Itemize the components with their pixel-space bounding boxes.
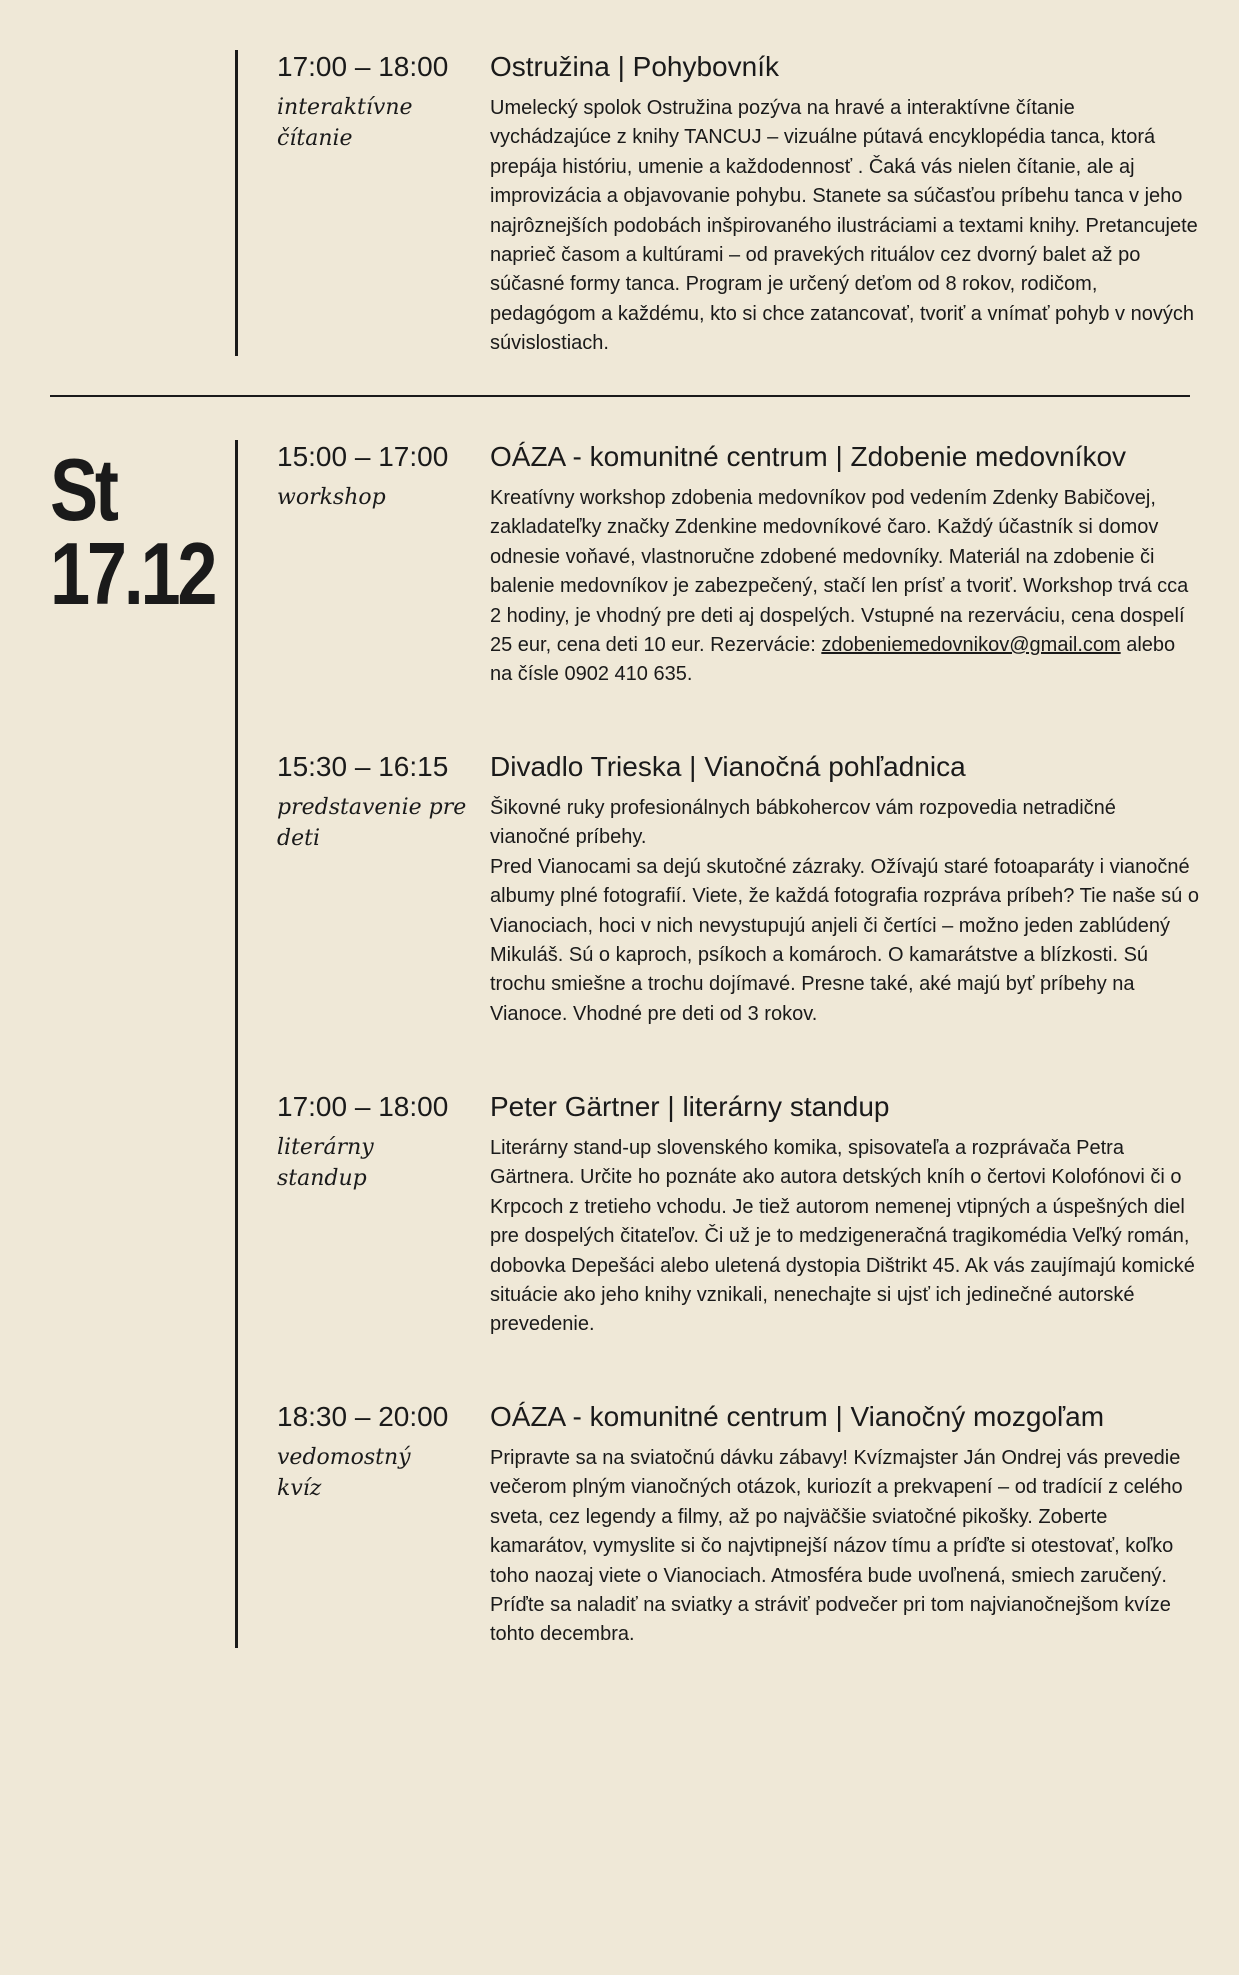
timeline-line-previous	[235, 50, 238, 356]
reservation-suffix: alebo na čísle 0902 410 635.	[490, 634, 1176, 686]
event-time: 15:00 – 17:00	[277, 441, 449, 472]
day-weekday: St	[50, 440, 116, 539]
event-type: workshop	[277, 485, 386, 510]
event-title: Peter Gärtner | literárny standup	[490, 1091, 890, 1122]
event-title: OÁZA - komunitné centrum | Zdobenie medovníkov	[490, 441, 1127, 472]
event-time: 18:30 – 20:00	[277, 1401, 449, 1432]
event-type: vedomostný kvíz	[277, 1445, 411, 1501]
event-type: interaktívne čítanie	[277, 95, 413, 151]
event-title: OÁZA - komunitné centrum | Vianočný mozgoľam	[490, 1401, 1105, 1432]
event-description	[490, 484, 1200, 690]
event-description: Literárny stand-up slovenského komika, spisovateľa a rozprávača Petra Gärtnera. Určite ho poznáte ako autora detských kníh o čertovi Kolofónovi či o Krpcoch z tretieho vchodu. Je tiež autorom nemenej vtipných a úspešných diel pre dospelých čitateľov. Či už je to medzigeneračná tragikomédia Veľký román, dobovka Depešáci alebo uletená dystopia Dištrikt 45. Ak vás zaujímajú komické situácie ako jeho knihy vznikali, nenechajte si ujsť ich jedinečné autorské prevedenie.	[490, 1137, 1195, 1336]
event-title: Divadlo Trieska | Vianočná pohľadnica	[490, 751, 966, 782]
event-zdobenie-medovnikov	[277, 440, 1197, 720]
reservation-prefix: Rezervácie:	[710, 634, 822, 657]
event-time: 17:00 – 18:00	[277, 1091, 449, 1122]
event-type: predstavenie pre deti	[277, 795, 467, 851]
event-vianocny-mozgolam	[277, 1400, 1197, 1650]
event-vianocna-pohladnica	[277, 750, 1197, 1060]
day-date: 17.12	[50, 524, 215, 623]
day-divider	[50, 395, 1190, 397]
reservation-email-link[interactable]: zdobeniemedovnikov@gmail.com	[821, 634, 1121, 657]
event-ostruzina	[277, 50, 1197, 360]
event-time: 17:00 – 18:00	[277, 51, 449, 82]
event-description: Šikovné ruky profesionálnych bábkohercov vám rozpovedia netradičné vianočné príbehy. Pred Vianocami sa dejú skutočné zázraky. Ožívajú staré fotoaparáty i vianočné albumy plné fotografií. Viete, že každá fotografia rozpráva príbeh? Tie naše sú o Vianociach, hoci v nich nevystupujú anjeli či čertíci – možno jeden zablúdený Mikuláš. Sú o kaproch, psíkoch a komároch. O kamarátstve a blízkosti. Sú trochu smiešne a trochu dojímavé. Presne také, aké majú byť príbehy na Vianoce. Vhodné pre deti od 3 rokov.	[490, 797, 1199, 1025]
event-time: 15:30 – 16:15	[277, 751, 449, 782]
event-description: Pripravte sa na sviatočnú dávku zábavy! Kvízmajster Ján Ondrej vás prevedie večerom plným vianočných otázok, kuriozít a prekvapení – od tradícií z celého sveta, cez legendy a filmy, až po najväčšie sviatočné pikošky. Zoberte kamarátov, vymyslite si čo najvtipnejší názov tímu a príďte si otestovať, koľko toho naozaj viete o Vianociach. Atmosféra bude uvoľnená, smiech zaručený. Príďte sa naladiť na sviatky a stráviť podvečer pri tom najvianočnejšom kvíze tohto decembra.	[490, 1447, 1183, 1646]
event-description-text: Kreatívny workshop zdobenia medovníkov pod vedením Zdenky Babičovej, zakladateľky značky Zdenkine medovníkové čaro. Každý účastník si domov odnesie voňavé, vlastnoručne zdobené medovníky. Materiál na zdobenie či balenie medovníkov je zabezpečený, stačí len prísť a tvoriť. Workshop trvá cca 2 hodiny, je vhodný pre deti aj dospelých. Vstupné na rezerváciu, cena dospelí 25 eur, cena deti 10 eur.	[490, 487, 1189, 657]
day-label	[50, 440, 215, 623]
event-type: literárny standup	[277, 1135, 374, 1191]
event-description: Umelecký spolok Ostružina pozýva na hravé a interaktívne čítanie vychádzajúce z knihy TANCUJ – vizuálne pútavá encyklopédia tanca, ktorá prepája históriu, umenie a každodennosť . Čaká vás nielen čítanie, ale aj improvizácia a objavovanie pohybu. Stanete sa súčasťou príbehu tanca v jeho najrôznejších podobách inšpirovaného ilustráciami a textami knihy. Pretancujete naprieč časom a kultúrami – od pravekých rituálov cez dvorný balet až po súčasné formy tanca. Program je určený deťom od 8 rokov, rodičom, pedagógom a každému, kto si chce zatancovať, tvoriť a vnímať pohyb v nových súvislostiach.	[490, 97, 1198, 355]
event-title: Ostružina | Pohybovník	[490, 51, 779, 82]
event-peter-gartner	[277, 1090, 1197, 1370]
timeline-line	[235, 440, 238, 1648]
